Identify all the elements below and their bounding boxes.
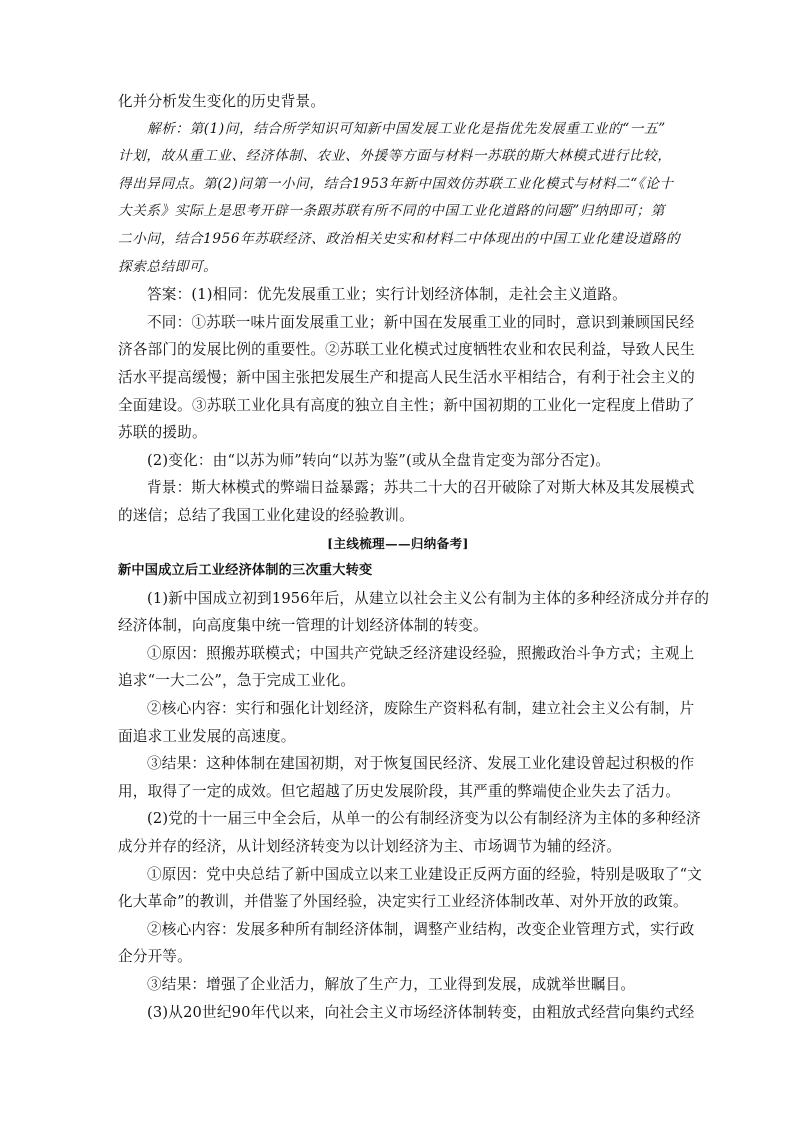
text-line: 新中国成立后工业经济体制的三次重大转变 [118,563,373,579]
text-line: (2)变化：由“以苏为师”转向“以苏为鉴”(或从全盘肯定变为部分否定)。 [147,451,611,469]
text-line: 大关系》实际上是思考开辟一条跟苏联有所不同的中国工业化道路的问题”归纳即可；第 [118,203,665,220]
text-line: 解析：第(1)问，结合所学知识可知新中国发展工业化是指优先发展重工业的“一五” [147,120,666,137]
text-line: 二小问，结合1956年苏联经济、政治相关史实和材料二中体现出的中国工业化建设道路的 [118,230,681,247]
text-line: ①原因：党中央总结了新中国成立以来工业建设正反两方面的经验，特别是吸取了“文 [147,865,703,883]
paragraph [118,805,701,860]
section-heading: [主线梳理——归纳备考] [327,535,469,551]
text-line: (1)新中国成立初到1956年后，从建立以社会主义公有制为主体的多种经济成分并存的 [147,589,710,607]
paragraph [118,640,695,695]
text-line: ②核心内容：发展多种所有制经济体制，调整产业结构，改变企业管理方式，实行政 [147,920,695,938]
text-line: 计划，故从重工业、经济体制、农业、外援等方面与材料一苏联的斯大林模式进行比较， [118,148,672,165]
text-line: ②核心内容：实行和强化计划经济，废除生产资料私有制，建立社会主义公有制，片 [147,700,695,718]
text-line: 化大革命”的教训，并借鉴了外国经验，决定实行工业经济体制改革、对外开放的政策。 [118,893,688,911]
paragraph [118,530,678,558]
text-line: 不同：①苏联一味片面发展重工业；新中国在发展重工业的同时，意识到兼顾国民经 [147,313,695,331]
text-line: 背景：斯大林模式的弊端日益暴露；苏共二十大的召开破除了对斯大林及其发展模式 [147,479,695,497]
paragraph [118,861,703,916]
text-line: 济各部门的发展比例的重要性。②苏联工业化模式过度牺牲农业和农民利益，导致人民生 [118,341,695,359]
text-line: 化并分析发生变化的历史背景。 [118,93,326,110]
paragraph [118,971,678,999]
paragraph [118,585,710,640]
text-line: 苏联的援助。 [118,424,207,442]
text-line: ③结果：增强了企业活力，解放了生产力，工业得到发展，成就举世瞩目。 [147,976,636,993]
text-line: (3)从20世纪90年代以来，向社会主义市场经济体制转变，由粗放式经营向集约式经 [147,1003,695,1021]
text-line: 答案：(1)相同：优先发展重工业；实行计划经济体制，走社会主义道路。 [147,286,627,304]
text-line: 得出异同点。第(2)问第一小问，结合1953年新中国效仿苏联工业化模式与材料二“《论十 [118,175,674,192]
paragraph [118,309,695,447]
text-line: ①原因：照搬苏联模式；中国共产党缺乏经济建设经验，照搬政治斗争方式；主观上 [147,644,695,662]
text-line: 追求“一大二公”，急于完成工业化。 [118,672,356,690]
paragraph [118,281,678,309]
paragraph [118,916,695,971]
text-line: 面追求工业发展的高速度。 [118,727,296,745]
text-line: 活水平提高缓慢；新中国主张把发展生产和提高人民生活水平相结合，有利于社会主义的 [118,368,695,386]
text-line: 经济体制，向高度集中统一管理的计划经济体制的转变。 [118,617,488,635]
paragraph [118,750,695,805]
text-line: (2)党的十一届三中全会后，从单一的公有制经济变为以公有制经济为主体的多种经济 [147,810,701,828]
text-line: 企分开等。 [118,948,192,966]
paragraph [118,88,678,116]
text-line: 全面建设。③苏联工业化具有高度的独立自主性；新中国初期的工业化一定程度上借助了 [118,396,695,414]
paragraph [118,116,681,282]
paragraph [118,557,678,585]
text-line: 用，取得了一定的成效。但它超越了历史发展阶段，其严重的弊端使企业失去了活力。 [118,782,681,800]
text-line: 成分并存的经济，从计划经济转变为以计划经济为主、市场调节为辅的经济。 [118,838,621,856]
paragraph [118,474,695,529]
paragraph [118,447,678,475]
text-line: 的迷信；总结了我国工业化建设的经验教训。 [118,506,414,524]
document-page [118,88,710,1026]
text-line: ③结果：这种体制在建国初期，对于恢复国民经济、发展工业化建设曾起过积极的作 [147,755,695,773]
paragraph [118,999,695,1027]
paragraph [118,695,695,750]
text-line: 探索总结即可。 [118,258,218,275]
